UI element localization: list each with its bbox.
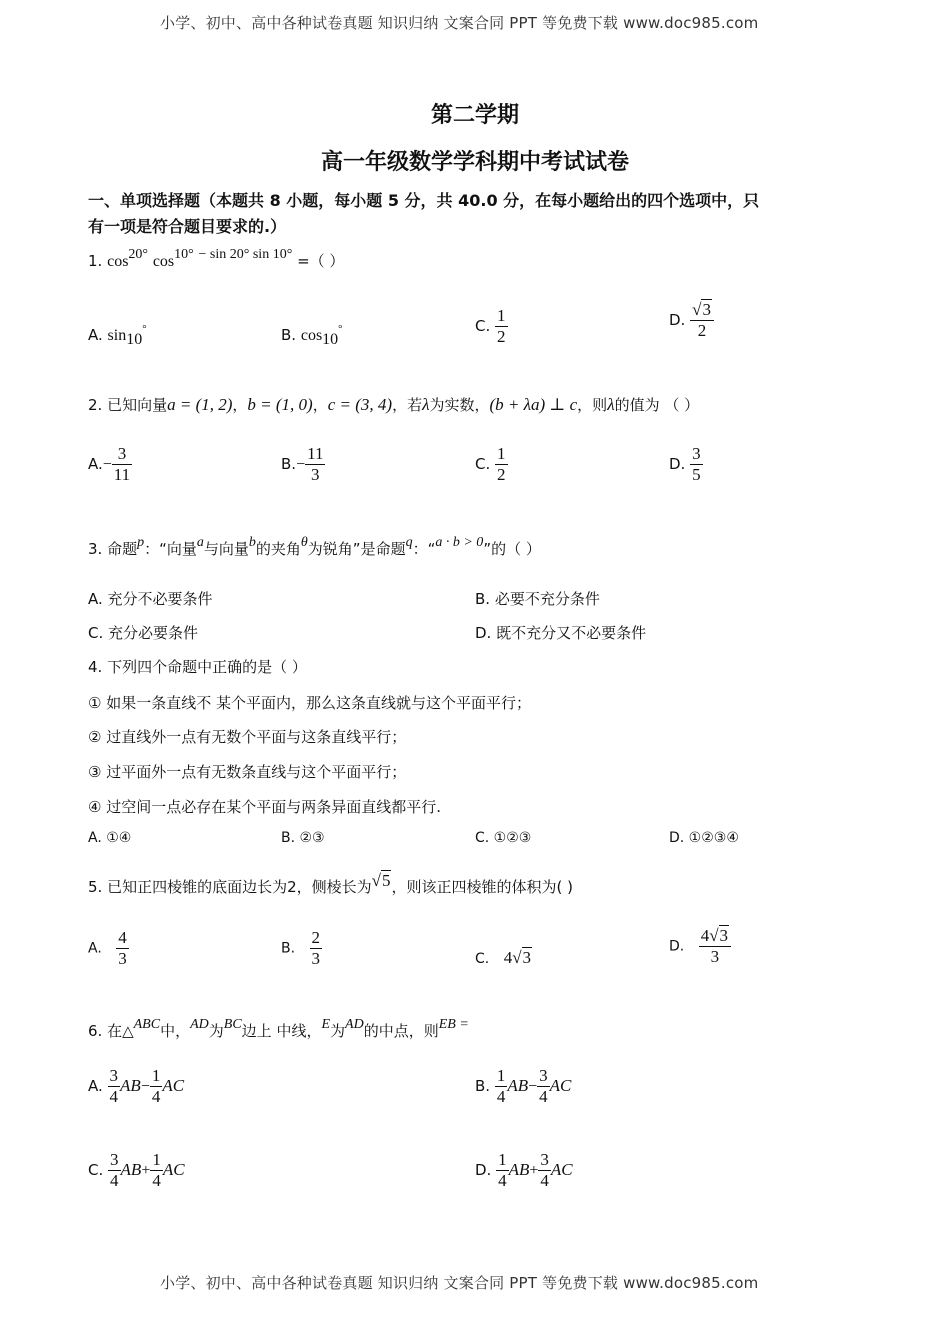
q5-a-num: 4 <box>118 928 127 947</box>
q2-text3: 为实数， <box>429 396 490 414</box>
q5-d-num: 4√3 <box>699 926 731 947</box>
q1-a-label: A. <box>88 326 103 344</box>
q1-number: 1. <box>88 252 103 270</box>
q2-vector-c: c = (3, 4) <box>327 395 393 414</box>
q5-option-a <box>88 928 129 969</box>
q5-radicand: 5 <box>381 871 391 890</box>
q1-cos2: cos <box>152 253 175 270</box>
q6-c-d2: 4 <box>152 1171 161 1190</box>
q5-b-num: 2 <box>311 928 321 947</box>
q6-a-frac1 <box>108 1066 121 1107</box>
q2-text2: ，若 <box>392 396 423 414</box>
q2-c-fraction <box>495 444 508 485</box>
q6-b-v2: AC <box>549 1076 572 1095</box>
q6-ad: AD <box>190 1017 209 1032</box>
q6-a-d1: 4 <box>109 1087 119 1106</box>
q5-a-den: 3 <box>118 949 127 968</box>
q2-d-label: D. <box>669 455 686 473</box>
q6-d-frac2 <box>538 1150 551 1191</box>
q2-c-num: 1 <box>497 444 506 463</box>
q3-a: a <box>196 535 204 550</box>
q6-t6: 的中点，则 <box>363 1022 439 1040</box>
q1-c-label: C. <box>475 317 491 335</box>
q6-ad2: AD <box>345 1017 364 1032</box>
q6-c-n2: 1 <box>152 1150 161 1169</box>
q2-d-num: 3 <box>692 444 701 463</box>
q2-a-den: 11 <box>113 465 131 484</box>
q4-statement-1: ① 如果一条直线不 某个平面内，那么这条直线就与这个平面平行； <box>88 694 531 712</box>
q2-option-a <box>88 444 132 485</box>
q6-t1: 6. 在△ <box>88 1022 134 1040</box>
q5-t1: 5. 已知正四棱锥的底面边长为2，侧棱长为 <box>88 878 372 896</box>
q4-statement-3: ③ 过平面外一点有无数条直线与这个平面平行； <box>88 763 407 781</box>
q1-d-num: √3 <box>690 300 714 321</box>
q5-b-label: B. <box>281 940 296 957</box>
q3-expr: a · b > 0 <box>435 535 484 550</box>
q1-d-radicand: 3 <box>702 300 711 319</box>
q5-c-coef: 4 <box>503 948 513 967</box>
q1-angle1: 20 <box>128 247 143 262</box>
q3-b: b <box>248 535 256 550</box>
q2-option-b <box>281 444 325 485</box>
q2-b-sign: − <box>296 456 306 473</box>
q5-c-radicand: 3 <box>522 948 532 967</box>
q2-text5: 的值为 （ ） <box>614 396 700 414</box>
q6-option-d <box>475 1150 573 1191</box>
q2-lambda: λ <box>422 395 430 414</box>
q2-d-fraction <box>690 444 703 485</box>
q6-d-op: + <box>529 1162 539 1179</box>
q6-d-n1: 1 <box>498 1150 507 1169</box>
q2-c-label: C. <box>475 455 491 473</box>
q3-t7: ”的（ ） <box>483 540 541 558</box>
q6-b-n2: 3 <box>539 1066 548 1085</box>
q1-b-fn: cos <box>300 327 323 344</box>
q1-b-deg: ° <box>338 323 343 335</box>
q1-option-a <box>88 323 147 348</box>
q2-lambda2: λ <box>607 395 615 414</box>
q3-t6: ：“ <box>412 540 436 558</box>
q5-a-label: A. <box>88 940 102 957</box>
q3-t2: ：“向量 <box>144 540 197 558</box>
page-footer: 小学、初中、高中各种试卷真题 知识归纳 文案合同 PPT 等免费下载 www.doc985.com <box>160 1274 759 1292</box>
q6-d-d1: 4 <box>498 1171 507 1190</box>
q3-q: q <box>405 535 413 550</box>
q4-statement-2: ② 过直线外一点有无数个平面与这条直线平行； <box>88 728 407 746</box>
q5-c-label: C. <box>475 951 490 967</box>
q1-a-deg: ° <box>142 323 147 335</box>
q2-b-den: 3 <box>311 465 320 484</box>
q6-c-v1: AB <box>120 1160 142 1179</box>
q1-d-label: D. <box>669 311 686 329</box>
question-6-stem <box>88 1017 469 1041</box>
q6-b-label: B. <box>475 1077 491 1095</box>
q2-vector-b: b = (1, 0) <box>247 395 313 414</box>
q2-b-label: B. <box>281 455 297 473</box>
q6-d-n2: 3 <box>540 1150 549 1169</box>
q1-option-d <box>669 300 714 341</box>
question-1-stem <box>88 247 345 271</box>
question-4-stem: 4. 下列四个命题中正确的是（ ） <box>88 658 307 676</box>
section-heading-line1: 一、单项选择题（本题共 8 小题，每小题 5 分，共 40.0 分，在每小题给出的四个选项中，只 <box>88 191 760 210</box>
q6-b-d1: 4 <box>496 1087 506 1106</box>
q6-b-n1: 1 <box>496 1066 506 1085</box>
q1-angle2: 10 <box>174 247 189 262</box>
q4-option-d: D. ①②③④ <box>669 830 739 846</box>
q2-b-num: 11 <box>307 444 324 463</box>
question-3-stem <box>88 535 541 559</box>
q6-option-b <box>475 1066 571 1107</box>
q2-text1: 2. 已知向量 <box>88 396 168 414</box>
q4-statement-4: ④ 过空间一点必存在某个平面与两条异面直线都平行. <box>88 798 441 816</box>
q2-option-d <box>669 444 703 485</box>
q6-c-frac2 <box>150 1150 163 1191</box>
q5-b-den: 3 <box>311 949 321 968</box>
section-heading-line2: 有一项是符合题目要求的.） <box>88 217 287 236</box>
q5-option-b <box>281 928 322 969</box>
q1-option-c <box>475 306 508 347</box>
q6-bc: BC <box>223 1017 242 1032</box>
q3-t5: 为锐角”是命题 <box>307 540 406 558</box>
q5-b-fraction <box>310 928 323 969</box>
q6-b-op: − <box>528 1078 538 1095</box>
q2-c-den: 2 <box>497 465 506 484</box>
q6-d-v1: AB <box>508 1160 530 1179</box>
q2-comma1: ， <box>232 396 248 414</box>
q6-d-d2: 4 <box>540 1171 549 1190</box>
q6-t5: 为 <box>330 1022 346 1040</box>
q5-option-d <box>669 926 731 967</box>
q5-d-label: D. <box>669 938 685 955</box>
q6-d-frac1 <box>496 1150 509 1191</box>
q6-d-v2: AC <box>550 1160 573 1179</box>
q1-d-den: 2 <box>697 321 707 340</box>
q6-c-n1: 3 <box>110 1150 119 1169</box>
q5-d-den: 3 <box>710 947 720 966</box>
q4-option-a: A. ①④ <box>88 830 132 846</box>
q2-a-sign: − <box>102 456 112 473</box>
q6-b-v1: AB <box>507 1076 529 1095</box>
q3-t3: 与向量 <box>203 540 249 558</box>
q6-d-label: D. <box>475 1161 492 1179</box>
q1-d-fraction <box>690 300 714 341</box>
q2-d-den: 5 <box>692 465 701 484</box>
q6-eb: EB = <box>438 1017 469 1032</box>
q6-t3: 为 <box>208 1022 224 1040</box>
q1-option-b <box>281 323 343 348</box>
q3-p: p <box>137 535 145 550</box>
q5-a-fraction <box>116 928 129 969</box>
question-5-stem <box>88 871 573 897</box>
q1-a-fn: sin <box>107 327 127 344</box>
q3-theta: θ <box>300 535 308 550</box>
q6-a-frac2 <box>150 1066 163 1107</box>
q2-comma2: ， <box>312 396 328 414</box>
q5-option-c <box>475 948 532 968</box>
q5-c-value: 4√3 <box>503 948 532 967</box>
q6-c-op: + <box>141 1162 151 1179</box>
q3-t4: 的夹角 <box>255 540 301 558</box>
q2-condition: (b + λa) ⊥ c <box>489 395 578 414</box>
q1-deg2: ° <box>188 247 194 262</box>
q6-a-v2: AC <box>162 1076 185 1095</box>
q1-c-den: 2 <box>497 327 506 346</box>
q6-a-n2: 1 <box>151 1066 161 1085</box>
q6-option-a <box>88 1066 184 1107</box>
exam-title: 高一年级数学学科期中考试试卷 <box>320 150 629 175</box>
q6-c-v2: AC <box>162 1160 185 1179</box>
q2-option-c <box>475 444 508 485</box>
q6-c-label: C. <box>88 1161 104 1179</box>
q5-t2: ，则该正四棱锥的体积为( ) <box>391 878 573 896</box>
exam-term-title: 第二学期 <box>430 103 519 128</box>
q1-b-val: 10 <box>322 331 339 348</box>
q2-a-num: 3 <box>112 444 132 465</box>
q2-a-fraction <box>112 444 132 485</box>
q6-a-label: A. <box>88 1077 103 1095</box>
q6-a-d2: 4 <box>151 1087 161 1106</box>
q6-e: E <box>321 1017 331 1032</box>
q1-b-label: B. <box>281 326 297 344</box>
q6-t4: 边上 中线， <box>241 1022 322 1040</box>
q6-abc: ABC <box>133 1017 161 1032</box>
q4-option-b: B. ②③ <box>281 830 325 846</box>
q5-d-radicand: 3 <box>719 926 729 945</box>
q6-b-frac1 <box>495 1066 508 1107</box>
q2-b-fraction <box>305 444 325 485</box>
q6-b-d2: 4 <box>539 1087 548 1106</box>
q6-a-v1: AB <box>120 1076 141 1095</box>
q3-option-b: B. 必要不充分条件 <box>475 590 600 608</box>
q1-eq: =（ ） <box>297 252 345 270</box>
question-2-stem <box>88 394 699 415</box>
q1-c-fraction <box>495 306 508 347</box>
q6-c-d1: 4 <box>110 1171 119 1190</box>
q3-option-d: D. 既不充分又不必要条件 <box>475 624 647 642</box>
q1-cos: cos <box>107 253 129 270</box>
q6-a-n1: 3 <box>109 1066 119 1085</box>
q4-option-c: C. ①②③ <box>475 830 532 846</box>
page-header: 小学、初中、高中各种试卷真题 知识归纳 文案合同 PPT 等免费下载 www.doc985.com <box>160 14 759 32</box>
q5-d-coef: 4 <box>700 926 710 945</box>
q6-a-op: − <box>140 1078 150 1095</box>
q6-b-frac2 <box>537 1066 550 1107</box>
q1-c-num: 1 <box>497 306 506 325</box>
q6-t2: 中， <box>160 1022 191 1040</box>
q3-t1: 3. 命题 <box>88 540 138 558</box>
q1-deg1: ° <box>142 247 149 262</box>
q2-vector-a: a = (1, 2) <box>167 395 233 414</box>
q6-c-frac1 <box>108 1150 121 1191</box>
q5-radical: √5 <box>371 871 391 890</box>
q5-d-fraction <box>699 926 731 967</box>
q3-option-a: A. 充分不必要条件 <box>88 590 213 608</box>
q2-a-label: A. <box>88 455 103 473</box>
q1-a-val: 10 <box>126 331 143 348</box>
q2-text4: ，则 <box>577 396 608 414</box>
q6-option-c <box>88 1150 185 1191</box>
q3-option-c: C. 充分必要条件 <box>88 624 199 642</box>
q1-rest: − sin 20° sin 10° <box>198 247 293 262</box>
